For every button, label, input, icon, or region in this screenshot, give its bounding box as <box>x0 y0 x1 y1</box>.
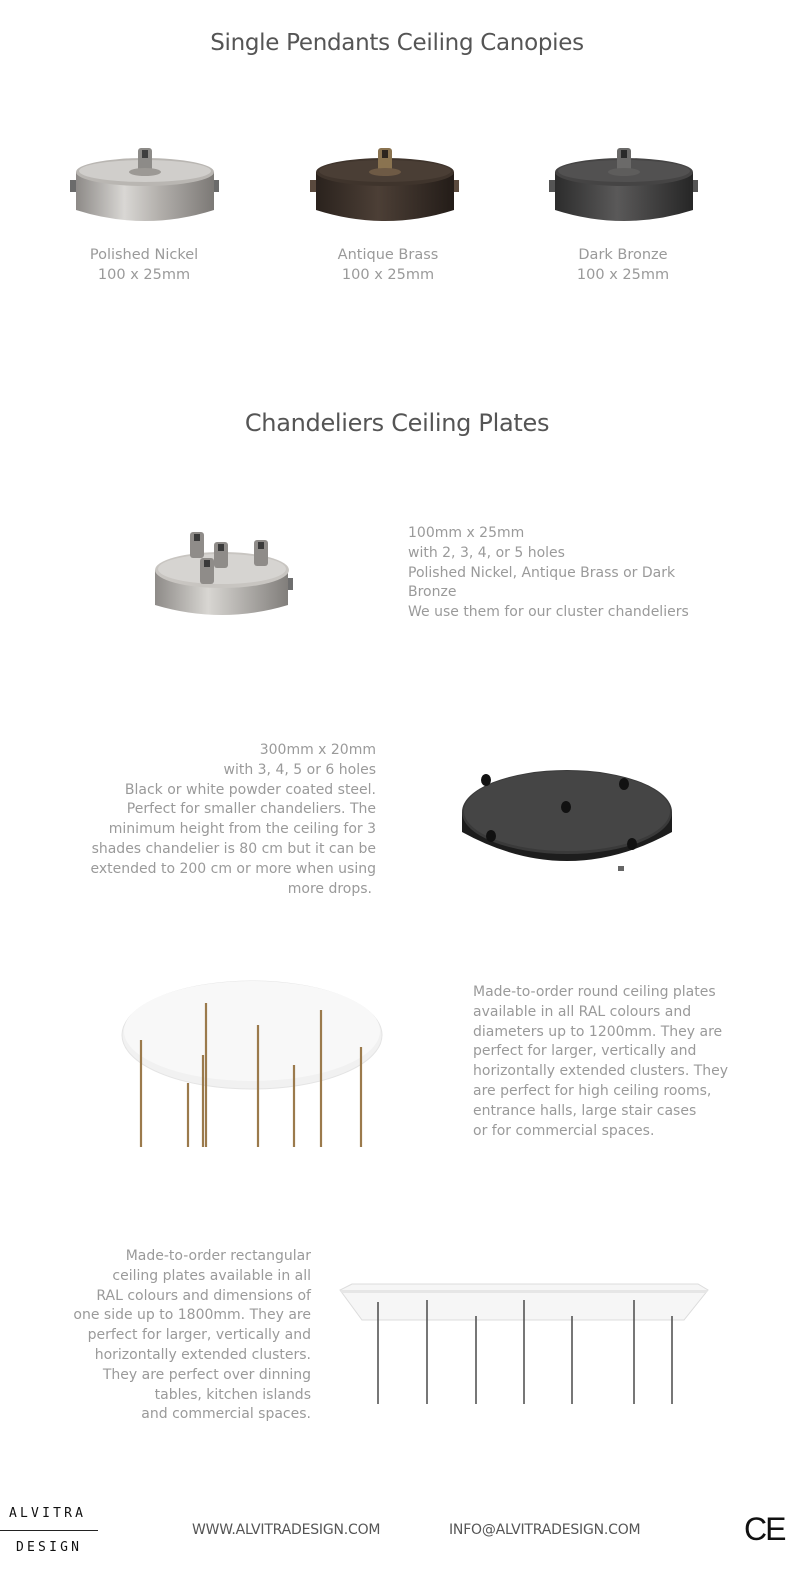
plate-description-line: Polished Nickel, Antique Brass or Dark <box>408 564 676 581</box>
plate-description-line: We use them for our cluster chandeliers <box>408 604 689 621</box>
plate-description-line: minimum height from the ceiling for 3 <box>108 821 376 838</box>
plate-description-line: available in all RAL colours and <box>473 1003 692 1020</box>
plate-description-line: shades chandelier is 80 cm but it can be <box>91 840 376 857</box>
email-link[interactable]: INFO@ALVITRADESIGN.COM <box>449 1522 641 1538</box>
plate-description-line: horizontally extended clusters. <box>94 1346 311 1363</box>
multi-hole-canopy-image <box>150 520 298 625</box>
plate-description-line: 100mm x 25mm <box>408 525 525 541</box>
plate-description-line: are perfect for high ceiling rooms, <box>473 1082 712 1099</box>
section-title-single-pendants: Single Pendants Ceiling Canopies <box>210 30 584 56</box>
plate-description-line: extended to 200 cm or more when using <box>90 860 376 877</box>
plate-description-line: diameters up to 1200mm. They are <box>473 1023 723 1040</box>
plate-description-line: or for commercial spaces. <box>473 1122 655 1139</box>
plate-description-line: Black or white powder coated steel. <box>124 781 376 798</box>
plate-description-line: Made-to-order rectangular <box>125 1248 311 1264</box>
plate-description-line: 300mm x 20mm <box>259 742 376 758</box>
alvitra-logo <box>0 1504 100 1564</box>
ce-mark: CE <box>744 1511 785 1547</box>
canopy-size: 100 x 25mm <box>341 267 435 283</box>
canopy-size: 100 x 25mm <box>97 267 191 283</box>
logo-divider <box>0 1530 98 1531</box>
white-rectangular-plate-image <box>338 1282 710 1408</box>
plate-description-line: one side up to 1800mm. They are <box>73 1307 311 1324</box>
plate-description-line: entrance halls, large stair cases <box>473 1102 697 1119</box>
website-link[interactable]: WWW.ALVITRADESIGN.COM <box>192 1522 381 1538</box>
black-round-plate-image <box>458 768 676 886</box>
antique-brass-canopy-image <box>310 140 465 230</box>
plate-description-line: They are perfect over dinning <box>102 1366 311 1383</box>
plate-description-line: Perfect for smaller chandeliers. The <box>126 801 376 818</box>
canopy-size: 100 x 25mm <box>576 267 670 283</box>
plate-description-line: perfect for larger, vertically and <box>473 1043 697 1060</box>
plate-description-line: with 2, 3, 4, or 5 holes <box>408 544 565 561</box>
canopy-name: Dark Bronze <box>578 247 668 263</box>
plate-description-line: perfect for larger, vertically and <box>87 1327 311 1344</box>
plate-description-line: ceiling plates available in all <box>112 1267 311 1284</box>
plate-description-line: RAL colours and dimensions of <box>96 1287 311 1304</box>
logo-text-top: ALVITRA <box>9 1506 87 1521</box>
canopy-name: Polished Nickel <box>89 247 199 263</box>
logo-text-bottom: DESIGN <box>16 1540 83 1555</box>
white-round-plate-image <box>118 975 386 1150</box>
plate-description-line: horizontally extended clusters. They <box>473 1063 729 1080</box>
dark-bronze-canopy-image <box>547 140 702 230</box>
polished-nickel-canopy-image <box>68 140 223 230</box>
canopy-name: Antique Brass <box>337 247 439 263</box>
plate-description-line: Made-to-order round ceiling plates <box>473 984 716 1000</box>
section-title-chandeliers: Chandeliers Ceiling Plates <box>244 409 550 437</box>
plate-description-line: with 3, 4, 5 or 6 holes <box>223 761 376 778</box>
plate-description-line: more drops. <box>287 880 372 897</box>
plate-description-line: and commercial spaces. <box>141 1406 311 1423</box>
plate-description-line: Bronze <box>408 584 457 601</box>
plate-description-line: tables, kitchen islands <box>154 1386 311 1403</box>
